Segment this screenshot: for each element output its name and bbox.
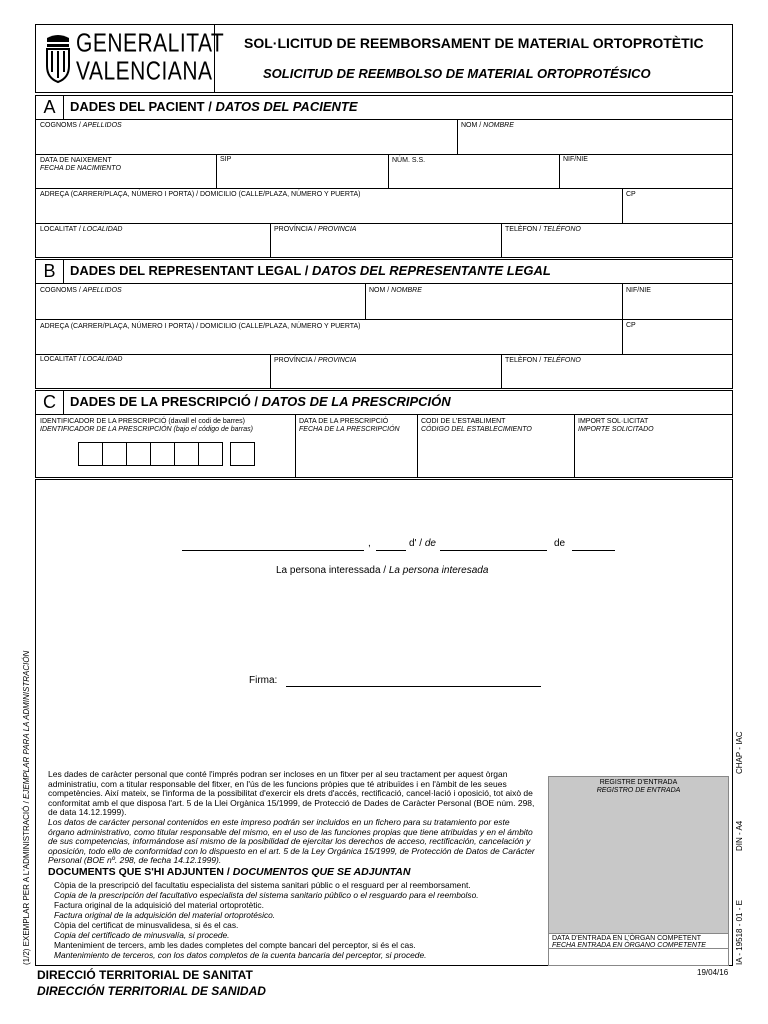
side-code-bottom: IA - 19518 - 01 - E — [735, 900, 744, 965]
section-c-letter: C — [36, 390, 64, 414]
section-b-letter: B — [36, 259, 64, 283]
id-digit-box[interactable] — [198, 442, 223, 466]
comma: , — [368, 538, 371, 549]
label-a-nif: NIF/NIE — [563, 156, 588, 163]
input-a-cognoms[interactable] — [36, 130, 456, 153]
doc-item-ca: Factura original de la adquisició del material ortoprotètic. — [54, 900, 264, 910]
legal-text-ca: Les dades de caràcter personal que conté l'imprés podran ser incloses en un fitxer per al seu tractament per aquest òrgan administratiu, com a titular responsable del fitxer, en l'ús de les funcions pròpies que té atribuïdes i en l'àmbit de les seues competències. Així mateix, se l'informa de la possibilitat d'exercir els drets d'accés, rectificació, cancel·lació i oposició, tot això de conformitat amb el que disposa l'art. 5 de la Llei Orgànica 15/1999, de Protecció de Dades de Caràcter Personal (BOE núm. 298, de data 14.12.1999). — [48, 769, 535, 818]
input-a-sip[interactable] — [217, 166, 387, 187]
footer-direccio-es: DIRECCIÓN TERRITORIAL DE SANIDAD — [37, 984, 266, 998]
doc-item-es: Mantenimiento de terceros, con los datos completos de la cuenta bancaria del perceptor, si procede. — [54, 950, 427, 960]
input-a-telefon[interactable] — [502, 235, 732, 257]
documents-list — [54, 880, 544, 960]
footer-date: 19/04/16 — [697, 968, 729, 977]
side-code-top: CHAP - IAC — [735, 731, 744, 774]
id-digit-box[interactable] — [126, 442, 151, 466]
label-c-import: IMPORT SOL·LICITAT IMPORTE SOLICITADO — [578, 418, 654, 433]
label-a-naixement: DATA DE NAIXEMENT FECHA DE NACIMIENTO — [40, 157, 121, 172]
doc-item-ca: Còpia del certificat de minusvalidesa, si és el cas. — [54, 920, 239, 930]
side-code-mid: DIN - A4 — [735, 820, 744, 851]
label-b-cognoms: COGNOMS / APELLIDOS — [40, 287, 122, 294]
label-a-adreca: ADREÇA (CARRER/PLAÇA, NÚMERO I PORTA) / DOMICILIO (CALLE/PLAZA, NÚMERO Y PUERTA) — [40, 191, 361, 198]
section-a-letter: A — [36, 95, 64, 119]
doc-item-ca: Mantenimient de tercers, amb les dades completes del compte bancari del perceptor, si és el cas. — [54, 940, 416, 950]
divider — [35, 319, 733, 320]
divider — [35, 154, 733, 155]
input-b-cp[interactable] — [623, 332, 732, 353]
input-b-adreca[interactable] — [36, 332, 621, 353]
firma-line[interactable] — [286, 686, 541, 687]
input-c-codi[interactable] — [418, 436, 573, 477]
input-b-telefon[interactable] — [502, 366, 732, 388]
label-b-localitat: LOCALITAT / LOCALIDAD — [40, 356, 123, 363]
doc-item-ca: Còpia de la prescripció del facultatiu especialista del sistema sanitari públic o el resguard per al reemborsament. — [54, 880, 471, 890]
input-a-naixement[interactable] — [36, 172, 215, 187]
input-b-cognoms[interactable] — [36, 296, 364, 318]
label-a-sip: SIP — [220, 156, 232, 163]
label-c-identificador: IDENTIFICADOR DE LA PRESCRIPCIÓ (davall el codi de barres) IDENTIFICADOR DE LA PRESCRIPCIÓN (bajo el código de barras) — [40, 418, 253, 433]
label-a-nom: NOM / NOMBRE — [461, 122, 514, 129]
input-b-localitat[interactable] — [36, 366, 269, 388]
input-c-data[interactable] — [296, 436, 416, 477]
registry-stamp-area[interactable] — [549, 797, 728, 933]
entry-date-input[interactable] — [549, 949, 728, 965]
input-b-nif[interactable] — [623, 296, 732, 318]
label-c-codi: CODI DE L'ESTABLIMENT CÓDIGO DEL ESTABLECIMIENTO — [421, 418, 532, 433]
input-a-localitat[interactable] — [36, 235, 269, 257]
label-a-telefon: TELÈFON / TELÉFONO — [505, 226, 581, 233]
input-c-import[interactable] — [575, 436, 732, 477]
label-a-cognoms: COGNOMS / APELLIDOS — [40, 122, 122, 129]
section-b-rule — [35, 283, 733, 284]
label-b-cp: CP — [626, 322, 636, 329]
label-a-provincia: PROVÍNCIA / PROVINCIA — [274, 226, 357, 233]
firma-label: Firma: — [249, 675, 278, 686]
footer-direccio-ca: DIRECCIÓ TERRITORIAL DE SANITAT — [37, 968, 253, 982]
id-digit-box[interactable] — [102, 442, 127, 466]
doc-item-es: Copia del certificado de minusvalía, si procede. — [54, 930, 230, 940]
place-line[interactable] — [182, 550, 364, 551]
input-a-cp[interactable] — [623, 200, 732, 222]
doc-item-es: Factura original de la adquisición del material ortoprotésico. — [54, 910, 276, 920]
section-b-title: DADES DEL REPRESENTANT LEGAL / DATOS DEL REPRESENTANTE LEGAL — [70, 263, 551, 278]
label-c-data: DATA DE LA PRESCRIPCIÓ FECHA DE LA PRESCRIPCIÓN — [299, 418, 400, 433]
title-catalan: SOL·LICITUD DE REEMBORSAMENT DE MATERIAL ORTOPROTÈTIC — [244, 35, 704, 51]
input-b-provincia[interactable] — [271, 366, 500, 388]
side-copy-label: (1/2) EXEMPLAR PER A L'ADMINISTRACIÓ / EJEMPLAR PARA LA ADMINISTRACIÓN — [22, 650, 31, 965]
section-c-title: DADES DE LA PRESCRIPCIÓ / DATOS DE LA PRESCRIPCIÓN — [70, 394, 451, 409]
id-digit-box[interactable] — [174, 442, 199, 466]
input-a-provincia[interactable] — [271, 235, 500, 257]
day-line[interactable] — [376, 550, 406, 551]
input-a-nom[interactable] — [458, 130, 732, 153]
title-spanish: SOLICITUD DE REEMBOLSO DE MATERIAL ORTOPROTÉSICO — [263, 66, 651, 81]
logo-line1: GENERALITAT — [76, 29, 225, 58]
entry-date-labels: DATA D'ENTRADA EN L'ÒRGAN COMPETENT FECHA ENTRADA EN ÓRGANO COMPETENTE — [552, 935, 706, 949]
logo-line2: VALENCIANA — [76, 57, 213, 86]
section-a-rule — [35, 119, 733, 120]
documents-title: DOCUMENTS QUE S'HI ADJUNTEN / DOCUMENTOS QUE SE ADJUNTAN — [48, 866, 411, 878]
divider — [35, 354, 733, 355]
divider — [35, 188, 733, 189]
section-c-rule — [35, 414, 733, 415]
label-b-telefon: TELÈFON / TELÉFONO — [505, 357, 581, 364]
label-b-nom: NOM / NOMBRE — [369, 287, 422, 294]
input-b-nom[interactable] — [366, 296, 621, 318]
label-a-localitat: LOCALITAT / LOCALIDAD — [40, 226, 123, 233]
generalitat-logo-icon — [43, 32, 73, 84]
year-line[interactable] — [572, 550, 615, 551]
id-digit-box[interactable] — [78, 442, 103, 466]
label-b-adreca: ADREÇA (CARRER/PLAÇA, NÚMERO I PORTA) / DOMICILIO (CALLE/PLAZA, NÚMERO Y PUERTA) — [40, 323, 361, 330]
divider — [35, 223, 733, 224]
input-a-nif[interactable] — [560, 166, 732, 187]
label-a-cp: CP — [626, 191, 636, 198]
input-a-adreca[interactable] — [36, 200, 621, 222]
input-a-numss[interactable] — [389, 166, 558, 187]
legal-text-es: Los datos de carácter personal contenidos en este impreso podrán ser incluidos en un fichero para su tratamiento por este órgano administrativo, como titular responsable del mismo, en el uso de las funciones propias que tiene atribuidas y en el ámbito de sus competencias, informándose así mismo de la posibilidad de ejercitar los derechos de acceso, rectificación, cancelación y oposición, todo ello de conformidad con lo dispuesto en el art. 5 de la Ley Orgánica 15/1999, de Protección de Datos de Carácter Personal (BOE nº. 298, de fecha 14.12.1999). — [48, 817, 535, 866]
persona-interessada: La persona interessada / La persona interesada — [276, 565, 489, 576]
de1-label: d' / de — [409, 538, 436, 549]
label-b-nif: NIF/NIE — [626, 287, 651, 294]
id-digit-box[interactable] — [230, 442, 255, 466]
label-b-provincia: PROVÍNCIA / PROVINCIA — [274, 357, 357, 364]
de2-label: de — [554, 538, 566, 549]
month-line[interactable] — [440, 550, 547, 551]
doc-item-es: Copia de la prescripción del facultativo especialista del sistema sanitario público o el resguardo para el reembolso. — [54, 890, 479, 900]
id-digit-box[interactable] — [150, 442, 175, 466]
label-a-numss: NÚM. S.S. — [392, 157, 426, 164]
section-a-title: DADES DEL PACIENT / DATOS DEL PACIENTE — [70, 99, 358, 114]
registry-labels: REGISTRE D'ENTRADA REGISTRO DE ENTRADA — [596, 779, 681, 794]
